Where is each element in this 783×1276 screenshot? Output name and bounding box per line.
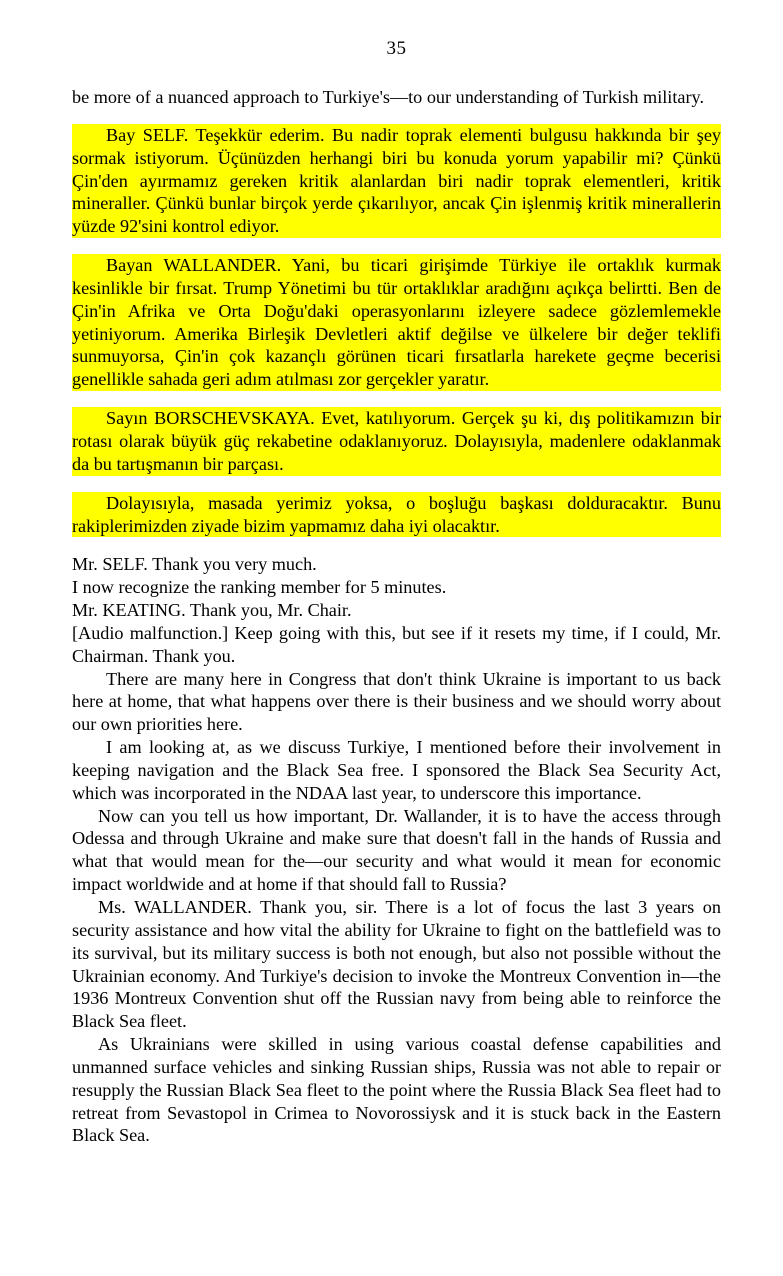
highlighted-block-self-turkish: [72, 124, 721, 238]
paragraph-highlight-2: Bayan WALLANDER. Yani, bu ticari girişimde Türkiye ile ortaklık kurmak kesinlikle bir fırsat. Trump Yönetimi bu tür ortaklıklar aradığını açıkça belirtti. Ben de Çin'in Afrika ve Orta Doğu'daki operasyonlarını izleyere sadece gözlemlemekle yetiniyorum. Amerika Birleşik Devletleri aktif değilse ve ülkelere bir değer teklifi sunmuyorsa, Çin'in çok kazançlı görünen ticari fırsatlarla harekete geçme becerisi genellikle sahada geri adım atılması zor gerçekler yaratır.: [72, 255, 721, 390]
paragraph-highlight-4: Dolayısıyla, masada yerimiz yoksa, o boşluğu başkası dolduracaktır. Bunu rakiplerimizden ziyade bizim yapmamız daha iyi olacaktır.: [72, 492, 721, 536]
paragraph-highlight-1: Bay SELF. Teşekkür ederim. Bu nadir toprak elementi bulgusu hakkında bir şey sormak istiyorum. Üçünüzden herhangi biri bu konuda yorum yapabilir mi? Çünkü Çin'den ayırmamız gereken kritik alanlardan biri nadir toprak elementleri, kritik mineraller. Çünkü bunlar birçok yerde çıkarılıyor, ancak Çin işlenmiş kritik minerallerin yüzde 92'sini kontrol ediyor.: [72, 124, 721, 237]
paragraph-wallander-answer: Ms. WALLANDER. Thank you, sir. There is a lot of focus the last 3 years on security assistance and how vital the ability for Ukraine to fight on the battlefield was to its survival, but its military success is both not enough, but also not possible without the Ukrainian economy. And Turkiye's decision to invoke the Montreux Convention in—the 1936 Montreux Convention shut off the Russian navy from being able to reinforce the Black Sea fleet.: [72, 897, 721, 1032]
paragraph-audio-malfunction: [Audio malfunction.] Keep going with this, but see if it resets my time, if I could, Mr. Chairman. Thank you.: [72, 622, 721, 666]
paragraph-intro: be more of a nuanced approach to Turkiye's—to our understanding of Turkish military.: [72, 87, 704, 107]
paragraph-ukrainians-coastal-defense: As Ukrainians were skilled in using various coastal defense capabilities and unmanned surface vehicles and sinking Russian ships, Russia was not able to repair or resupply the Russian Black Sea fleet to the point where the Russia Black Sea fleet had to retreat from Sevastopol in Crimea to Novorossiysk and it is stuck back in the Eastern Black Sea.: [72, 1034, 721, 1146]
paragraph-spacer: [72, 109, 721, 124]
paragraph-self-thanks: Mr. SELF. Thank you very much.: [72, 554, 317, 575]
paragraph-black-sea-security-act: I am looking at, as we discuss Turkiye, I mentioned before their involvement in keeping navigation and the Black Sea free. I sponsored the Black Sea Security Act, which was incorporated in the NDAA last year, to underscore this importance.: [72, 737, 721, 803]
paragraph-recognize-ranking-member: I now recognize the ranking member for 5 minutes.: [72, 577, 447, 598]
page-number: 35: [386, 38, 407, 59]
paragraph-odessa-question: Now can you tell us how important, Dr. Wallander, it is to have the access through Odessa and through Ukraine and make sure that doesn't fall in the hands of Russia and what that would mean for the—our security and what would it mean for economic impact worldwide and at home if that should fall to Russia?: [72, 805, 721, 895]
paragraph-congress-ukraine: There are many here in Congress that don't think Ukraine is important to us back here at home, that what happens over there is their business and we should worry about our own priorities here.: [72, 668, 721, 735]
paragraph-highlight-3: Sayın BORSCHEVSKAYA. Evet, katılıyorum. Gerçek şu ki, dış politikamızın bir rotası olarak büyük güç rekabetine odaklanıyoruz. Dolayısıyla, madenlere odaklanmak da bu tartışmanın bir parçası.: [72, 408, 721, 474]
highlighted-block-borschevskaya-turkish: [72, 407, 721, 476]
paragraph-keating-thanks: Mr. KEATING. Thank you, Mr. Chair.: [72, 600, 352, 621]
highlighted-block-closing-turkish: [72, 492, 721, 538]
highlighted-block-wallander-turkish: [72, 254, 721, 391]
